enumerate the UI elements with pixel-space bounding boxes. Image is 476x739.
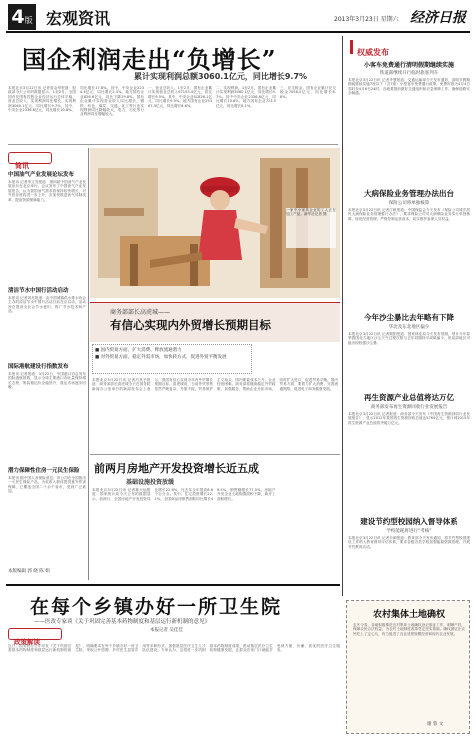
photo-caption: 一家中小家具企业的工人正在加工产品。新华社记者 摄 [286,208,336,248]
paper-logo: 经济日报 [410,10,466,26]
right-article-2-sub: 保险公司将单独核算 [388,201,430,206]
right-article-5-body: 本报北京3月22日讯 记者佘颖报道：教育部今天发布通知，将节约型校园建设工作纳入教育督导评估体系，要求各级各类学校加强能源资源管理，开展节约教育活动。 [348,536,470,549]
issue-date: 2013年3月23日 星期六 [334,16,399,23]
bottom-top-rule [6,584,340,586]
mid-bullets-box [92,344,252,374]
right-column [346,36,472,596]
mid-rule [90,454,340,455]
brief-2-body: 本报讯 记者刘亮报道：由中国城镇供水排水协会主办的清洁节水中国行活动日前在京启动，活动旨在提高全社会节水意识，推广节水技术和产品。 [8,296,86,314]
brief-2-title: 清洁节水中国行活动启动 [8,288,69,294]
briefs-column [6,148,86,580]
lead-col-2: 同比增长17.8%。其中，中央企业2234.4亿元，同比增长2.4%。地方国有企业826.6亿元，同比下降29.8%。国有企业累计实现营业收入同比增长，钢铁、有色、煤炭、交通、化工等行业实现利润同比降幅较大，电力、石化等行业利润同比增幅较大。 [80,86,144,117]
bottom-headline: 在每个乡镇办好一所卫生院 [30,596,283,618]
right-article-5-title: 建设节约型校园纳入督导体系 [360,517,458,526]
lead-headline: 国企利润走出“负增长” [22,45,277,74]
policy-tag-label: 政策解读 [14,638,40,646]
page-suffix: 版 [24,16,33,25]
lead-photo [90,148,340,298]
mid-story-banner [90,302,340,342]
briefs-tag [8,152,52,170]
authority-release-logo [350,40,422,57]
right-article-4-sub: 商务部发布再生资源回收行业发展报告 [370,405,448,410]
lead-col-3: 一、营业总收入。1至2月，国有企业累计实现营业总收入67193.4亿元，同比增长9.5%。其中，中央企业41826.1亿元，同比增长9.9%。地方国有企业25367.3亿元，同比增长8.6%。 [148,86,212,108]
right-article-3-sub: 华北及东北地区偏少 [388,325,430,330]
brief-4-title: 潜力保障性住房一元民生保险 [8,468,80,474]
mid-story-headline: 有信心实现内外贸增长预期目标 [110,318,271,332]
land-rights-body: 去冬今春，各地积极推进农村集体土地确权登记颁证工作，明晰产权，保障农民合法权益，为农村土地制度改革奠定坚实基础。确权颁证让农民吃上了定心丸，有力促进了农业适度规模经营和现代农业发展。 [353,623,465,636]
lead-col-4: 二、实现利润。1至2月，国有企业累计实现利润3060.1亿元，同比增长9.7%。其中中央企业2336.6亿元，同比增长10.8%，地方国有企业723.5亿元，同比增长6.1%。 [216,86,276,108]
lead-col-1: 本报北京3月22日讯 记者曾金华报道：财政部今天公布的数据显示，1至2月，全国国有及国有控股企业经济运行总体平稳，营业总收入、实现利润同比增长，实现利润3060.1亿元，同比增长9.7%，其中，中央企业2336.6亿元，同比增长10.8%。 [8,86,76,113]
right-article-2-title: 大病保险业务管理办法出台 [364,189,454,198]
housing-subhead: 基础设施投资放缓 [126,479,175,486]
lead-col-5: 三、应交税金。国有企业累计应交税金7056.5亿元，同比增长8.8%。 [280,86,336,99]
brief-1-title: 中国油气产业发展论坛发布 [8,172,75,178]
housing-body: 本报北京3月22日讯 记者林火灿报道：国家统计局今天公布的数据显示，前两月，全国房地产开发投资同比增长22.8%，比去年全年提高6.6个百分点。其中，住宅投资增长22.1%。全国商品房销售面积同比增长49.5%，销售额增长77.5%。房地产开发企业土地购置面积下降，新开工面积增长。 [92,488,276,501]
bottom-subhead: ——医改专家谈《关于巩固完善基本药物制度和基层运行新机制的意见》 [34,619,211,625]
brief-1-body: 本报讯 记者李文亮报道：第四届中国油气产业发展论坛在北京举行，会议发布了中国油气产业发展报告，认为我国油气需求将保持较快增长，对外依存度将进一步上升，应加快推进油气体制改革，提高资源保障能力。 [8,180,86,202]
right-article-1-body: 本报北京3月22日讯 记者齐慧报道：交通运输部今天发布通知，清明节假期期间继续实施7座以下（含7座）小型客车免费通行政策，免费时段为4月4日零时至4月6日24时。各地要提前做好交通组织和应急保障工作，确保道路安全畅通。 [348,78,470,96]
masthead [0,0,476,36]
right-article-1-sub: 铁道部继续开行临时旅客列车 [379,71,439,76]
right-article-2-body: 本报北京3月22日讯 记者江帆报道：中国保监会今天发布《保险公司城乡居民大病保险业务管理暂行办法》，要求保险公司对大病保险业务实行单独核算，规范经营管理，严格控制运营成本，切实维护参保人员权益。 [348,208,470,221]
masthead-rule [6,31,470,33]
page-number-badge [8,4,36,30]
brief-4-body: 本报讯 据中国人寿保险消息，该公司在全国推出一元民生保险产品，为低收入群体提供意外伤害保障，已覆盖全国二十余个省市，受到广泛欢迎。 [8,476,86,494]
page-number: 4 [11,6,25,28]
mid-story-body: 本报北京3月22日讯 记者冯其予报道：商务部部长高虎城今天在国务院新闻办公室举行的新闻发布会上表示，我国有信心实现今年内外贸增长预期目标。高虎城说，当前外贸形势依然严峻复杂，外需不振，贸易保护主义抬头，国内要素成本上升，企业经营困难。商务部将继续稳定外贸政策，加强服务，帮助企业开拓市场，同时扩大进口，促进贸易平衡。国内贸易方面，要着力扩大消费，完善流通网络，促进电子商务健康发展。 [92,378,338,391]
brief-3-title: 国际港航建设行指数发布 [8,364,69,370]
right-article-4-title: 再生资源产业总值将达万亿 [364,393,454,402]
right-article-3-title: 今年沙尘暴比去年略有下降 [364,313,454,322]
land-rights-box [346,600,470,734]
bottom-body: 近日，国务院办公厅印发《关于巩固完善基本药物制度和基层运行新机制的意见》，明确要求在每个乡镇办好一所卫生院，采取公开招聘、乡村医生县管乡用等多种形式，加强基层医疗卫生人才队伍建设。专家认为，这将进一步巩固基本药物制度成果，推动基层医疗卫生机构健康发展，让群众在家门口就能享受到方便、价廉、质优的医疗卫生服务。 [8,644,340,653]
mid-bullet-2: ■ 对外贸易方面，稳定外需市场，加快转方式，促进外贸平衡发展 [95,355,227,360]
right-article-4-body: 本报北京3月22日讯 记者报道：商务部今天发布《中国再生资源回收行业发展报告》，显示2012年我国再生资源回收总值达5764亿元，预计到2015年再生资源产业总值将突破万亿元。 [348,412,470,425]
mid-bullet-1: ■ 国内贸易方面，扩大消费、释放流通潜力 [95,348,182,353]
briefs-tag-label: 简讯 [15,162,29,170]
briefs-editor-line: 本版编辑 郭 晓 陈 娟 [8,569,50,574]
lead-subhead: 累计实现利润总额3060.1亿元，同比增长9.7% [134,72,308,81]
brief-3-body: 本报讯 记者报道：3月22日，中国港口协会发布国际港航指数，显示全球主要港口吞吐量保持增长态势，集装箱运价企稳回升，航运市场逐步回暖。 [8,372,86,390]
right-article-5-sub: 学校能耗将进行“考核” [386,529,432,534]
housing-headline: 前两月房地产开发投资增长近五成 [94,462,259,475]
lead-rule [8,144,338,145]
briefs-divider [88,148,89,580]
right-article-1-title: 小客车免费通行清明假期继续实施 [363,62,454,69]
mid-story-kicker: 商务部部长高虎城—— [110,309,171,316]
right-divider [342,36,343,596]
land-rights-author: 谢 蓉 文 [427,722,444,727]
right-article-3-body: 本报北京3月22日讯 记者顾阳报道：国家林业局今天发布预测，预计今年春季我国北方地区沙尘天气过程次数与去年同期持平或略偏少，但局部地区可能出现较强沙尘暴。 [348,332,470,345]
policy-tag [8,628,62,646]
authority-release-label: 权威发布 [357,48,389,57]
land-rights-title: 农村集体土地确权 [372,610,445,620]
bottom-byline: 本报记者 吴佳佳 [150,628,183,633]
section-name: 宏观资讯 [46,9,111,28]
